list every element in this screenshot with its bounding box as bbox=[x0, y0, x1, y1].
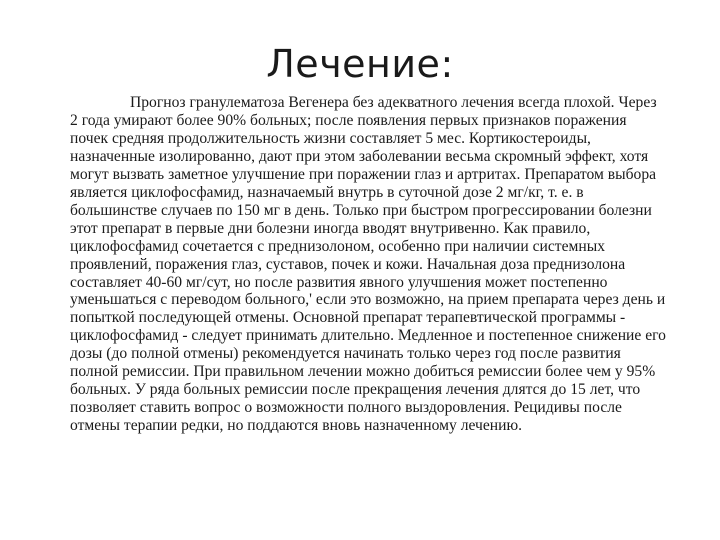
slide-title: Лечение: bbox=[266, 42, 454, 86]
slide-body-text: Прогноз гранулематоза Вегенера без адекватного лечения всегда плохой. Через 2 года умирают более 90% больных; после появления первых признаков поражения почек средняя продолжительность жизни составляет 5 мес. Кортикостероиды, назначенные изолированно, дают при этом заболевании весьма скромный эффект, хотя могут вызвать заметное улучшение при поражении глаз и артритах. Препаратом выбора является циклофосфамид, назначаемый внутрь в суточной дозе 2 мг/кг, т. е. в большинстве случаев по 150 мг в день. Только при быстром прогрессировании болезни этот препарат в первые дни болезни иногда вводят внутривенно. Как правило, циклофосфамид сочетается с преднизолоном, особенно при наличии системных проявлений, поражения глаз, суставов, почек и кожи. Начальная доза преднизолона составляет 40-60 мг/сут, но после развития явного улучшения может постепенно уменьшаться с переводом больного,' если это возможно, на прием препарата через день и попыткой последующей отмены. Основной препарат терапевтической программы - циклофосфамид - следует принимать длительно. Медленное и постепенное снижение его дозы (до полной отмены) рекомендуется начинать только через год после развития полной ремиссии. При правильном лечении можно добиться ремиссии более чем у 95% больных. У ряда больных ремиссии после прекращения лечения длятся до 15 лет, что позволяет ставить вопрос о возможности полного выздоровления. Рецидивы после отмены терапии редки, но поддаются вновь назначенному лечению. bbox=[70, 94, 666, 435]
slide-body bbox=[70, 94, 668, 435]
